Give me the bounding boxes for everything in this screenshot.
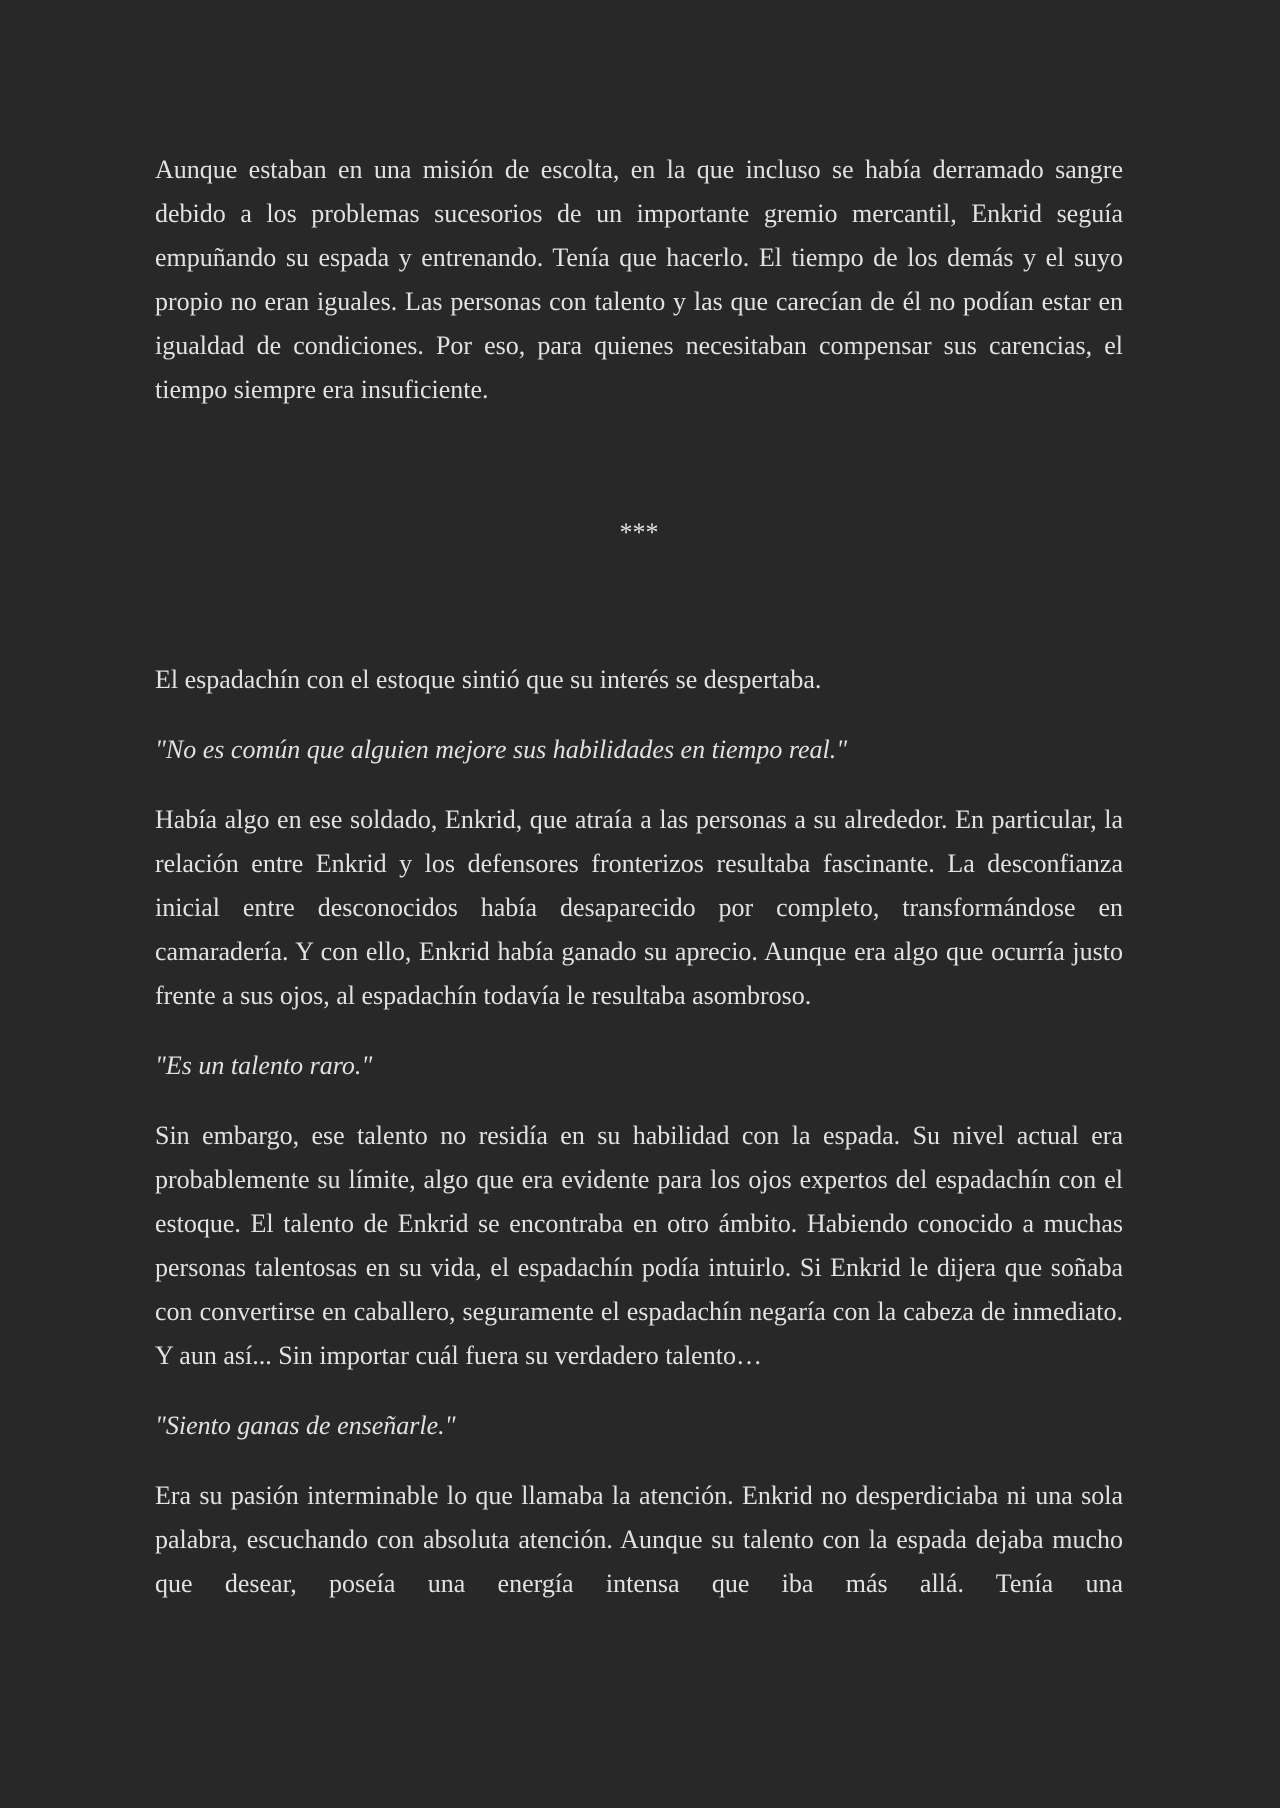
paragraph: Sin embargo, ese talento no residía en su habilidad con la espada. Su nivel actual era probablemente su límite, algo que era evidente para los ojos expertos del espadachín con el estoque. El talento de Enkrid se encontraba en otro ámbito. Habiendo conocido a muchas personas talentosas en su vida, el espadachín podía intuirlo. Si Enkrid le dijera que soñaba con convertirse en caballero, seguramente el espadachín negaría con la cabeza de inmediato. Y aun así... Sin importar cuál fuera su verdadero talento…: [155, 1121, 1123, 1370]
dialogue-quote: "Es un talento raro.": [155, 1051, 373, 1080]
dialogue-quote: "No es común que alguien mejore sus habilidades en tiempo real.": [155, 735, 848, 764]
paragraph: Era su pasión interminable lo que llamaba la atención. Enkrid no desperdiciaba ni una sola palabra, escuchando con absoluta atención. Aunque su talento con la espada dejaba mucho que desear, poseía una energía intensa que iba más allá. Tenía una: [155, 1481, 1123, 1598]
dialogue-quote: "Siento ganas de enseñarle.": [155, 1411, 456, 1440]
scene-separator: ***: [619, 518, 659, 547]
reader-page: [155, 0, 1123, 1606]
paragraph: Había algo en ese soldado, Enkrid, que atraía a las personas a su alrededor. En particular, la relación entre Enkrid y los defensores fronterizos resultaba fascinante. La desconfianza inicial entre desconocidos había desaparecido por completo, transformándose en camaradería. Y con ello, Enkrid había ganado su aprecio. Aunque era algo que ocurría justo frente a sus ojos, al espadachín todavía le resultaba asombroso.: [155, 805, 1123, 1010]
paragraph: Aunque estaban en una misión de escolta, en la que incluso se había derramado sangre debido a los problemas sucesorios de un importante gremio mercantil, Enkrid seguía empuñando su espada y entrenando. Tenía que hacerlo. El tiempo de los demás y el suyo propio no eran iguales. Las personas con talento y las que carecían de él no podían estar en igualdad de condiciones. Por eso, para quienes necesitaban compensar sus carencias, el tiempo siempre era insuficiente.: [155, 155, 1123, 404]
paragraph: El espadachín con el estoque sintió que su interés se despertaba.: [155, 665, 822, 694]
